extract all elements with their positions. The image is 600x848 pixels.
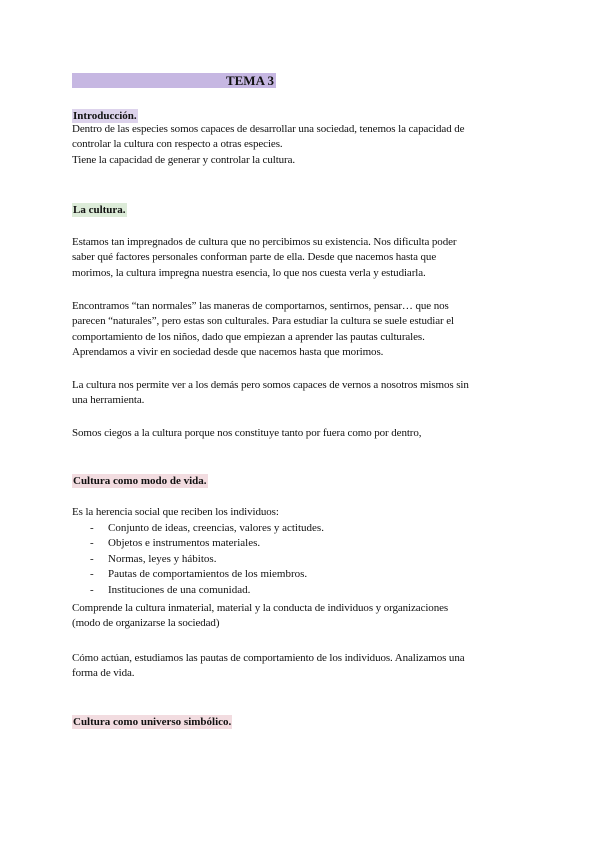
list-item: - Objetos e instrumentos materiales. [90,537,261,550]
heading-introduccion: Introducción. [73,110,137,122]
cultura-paragraph-3: La cultura nos permite ver a los demás pero somos capaces de vernos a nosotros mismos sin una herramienta. [72,379,469,407]
list-item: - Normas, leyes y hábitos. [90,552,217,565]
document-title: TEMA 3 [72,73,276,88]
heading-universo-simbolico: Cultura como universo simbólico. [73,716,232,728]
modo-vida-paragraph-2: Cómo actúan, estudiamos las pautas de comportamiento de los individuos. Analizamos una forma de vida. [72,652,465,680]
cultura-paragraph-1: Estamos tan impregnados de cultura que no percibimos su existencia. Nos dificulta poder saber qué factores personales conforman parte de ella. Desde que nacemos hasta que morimos, la cultura impregna nuestra esencia, lo que nos cuesta verla y estudiarla. [72,236,457,279]
modo-vida-list [72,521,324,598]
list-item: - Pautas de comportamientos de los miembros. [90,568,308,581]
intro-paragraph: Dentro de las especies somos capaces de desarrollar una sociedad, tenemos la capacidad de controlar la cultura con respecto a otras especies. Tiene la capacidad de generar y controlar la cultura. [72,123,465,166]
list-item: - Conjunto de ideas, creencias, valores y actitudes. [90,522,324,534]
cultura-paragraph-4: Somos ciegos a la cultura porque nos constituye tanto por fuera como por dentro, [72,427,422,439]
cultura-paragraph-2: Encontramos “tan normales” las maneras de comportarnos, sentirnos, pensar… que nos parecen “naturales”, pero estas son culturales. Para estudiar la cultura se suele estudiar el comportamiento de los niños, dado que empiezan a aprender las pautas culturales. Aprendamos a vivir en sociedad desde que nacemos hasta que morimos. [72,300,454,359]
heading-modo-de-vida: Cultura como modo de vida. [73,475,207,487]
modo-vida-intro: Es la herencia social que reciben los individuos: [72,506,279,518]
modo-vida-after: Comprende la cultura inmaterial, material y la conducta de individuos y organizaciones (modo de organizarse la sociedad) [72,602,449,630]
list-item: - Instituciones de una comunidad. [90,583,251,596]
heading-la-cultura: La cultura. [73,204,126,216]
